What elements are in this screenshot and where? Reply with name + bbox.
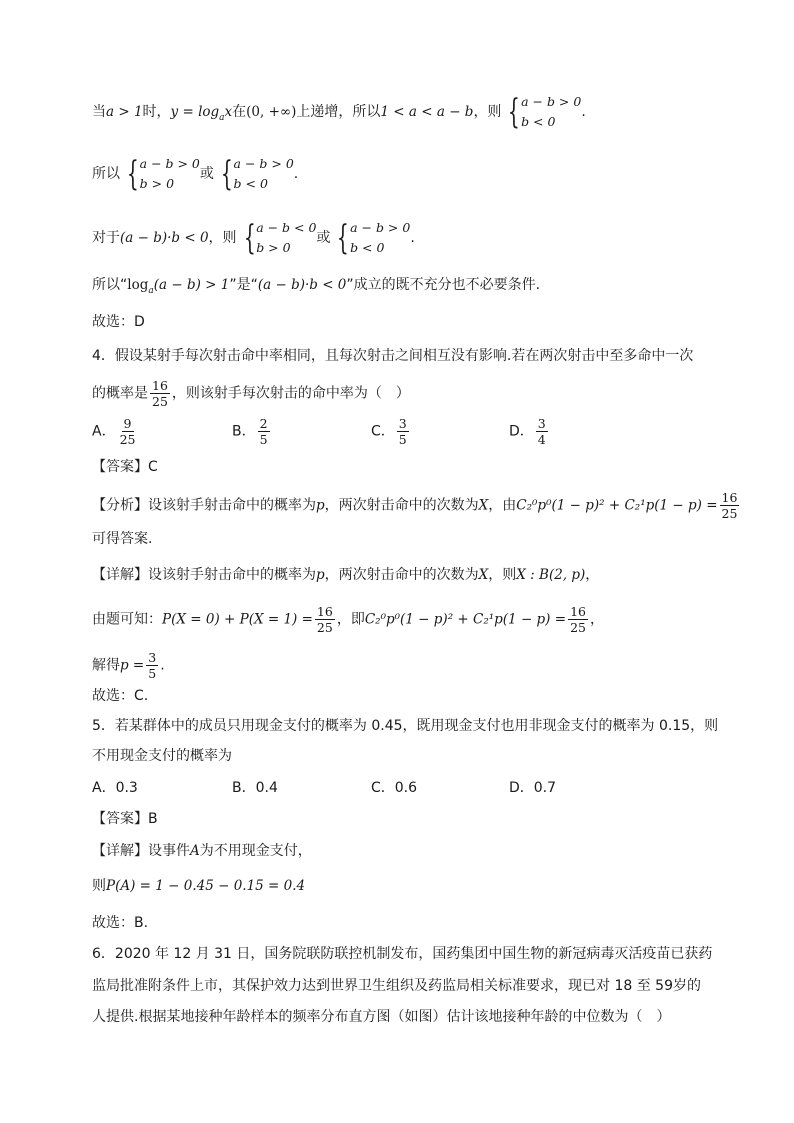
- option-a: A．0.3: [92, 780, 138, 796]
- question-6-text: 6．2020 年 12 月 31 日，国务院联防联控机制发布，国药集团中国生物的新冠病毒灭活疫苗已获药: [92, 946, 713, 962]
- question-4-analysis-cont: 可得答案.: [92, 531, 153, 547]
- question-4-choose: 故选：C.: [92, 688, 149, 704]
- question-6-text-cont: 监局批准附条件上市，其保护效力达到世界卫生组织及药监局相关标准要求，现已对 18 至 59岁的: [92, 978, 701, 994]
- question-5-choose: 故选：B.: [92, 915, 149, 931]
- question-5-detail: 【详解】设事件A为不用现金支付，: [92, 843, 312, 859]
- question-6-text-cont-2: 人提供.根据某地接种年龄样本的频率分布直方图（如图）估计该地接种年龄的中位数为（ ）: [92, 1009, 671, 1025]
- question-5-answer: 【答案】B: [92, 811, 158, 827]
- option-c: C． $\frac{3}{5}$: [371, 416, 407, 447]
- inequality-system: { a − b > 0 b > 0: [126, 154, 200, 194]
- question-4-answer: 【答案】C: [92, 459, 158, 475]
- inequality-system: { a − b > 0 b < 0: [508, 92, 582, 132]
- question-4-analysis: 【分析】设该射手射击命中的概率为p，两次射击命中的次数为X，由C₂⁰p⁰(1 − p)² + C₂¹p(1 − p) = $\frac{16}{25}$: [92, 490, 738, 521]
- inequality-system: { a − b < 0 b > 0: [243, 218, 317, 258]
- question-5-text-cont: 不用现金支付的概率为: [92, 748, 232, 764]
- option-b: B． $\frac{2}{5}$: [232, 416, 268, 447]
- question-5-text: 5．若某群体中的成员只用现金支付的概率为 0.45，既用现金支付也用非现金支付的概率为 0.15，则: [92, 718, 719, 734]
- option-b: B．0.4: [232, 780, 278, 796]
- question-4-text-cont: 的概率是 $\frac{16}{25}$ ，则该射手每次射击的命中率为（ ）: [92, 378, 410, 409]
- inequality-system: { a − b > 0 b < 0: [337, 218, 411, 258]
- text-line-increasing: 当a > 1时，$y = \log_ax$在(0, +∞)上递增，所以1 < a < a − b，则 { a − b > 0 b < 0 .: [92, 92, 586, 132]
- text-line-for: 对于(a − b)·b < 0，则 { a − b < 0 b > 0 或 { a − b > 0 b < 0 .: [92, 218, 415, 258]
- question-5-calc: 则P(A) = 1 − 0.45 − 0.15 = 0.4: [92, 878, 306, 894]
- question-4-text: 4．假设某射手每次射击命中率相同，且每次射击之间相互没有影响.若在两次射击中至多命中一次: [92, 348, 694, 364]
- question-4-detail-2: 由题可知：P(X = 0) + P(X = 1) = $\frac{16}{25}$ ，即C₂⁰p⁰(1 − p)² + C₂¹p(1 − p) = $\frac{16}{25}$ ，: [92, 604, 604, 635]
- text-line-conclusion: 所以“$\log_a(a - b) > 1$”是“(a − b)·b < 0”成立的既不充分也不必要条件.: [92, 277, 541, 296]
- option-c: C．0.6: [371, 780, 418, 796]
- text-line-so: 所以 { a − b > 0 b > 0 或 { a − b > 0 b < 0 .: [92, 154, 299, 194]
- option-d: D．0.7: [509, 780, 557, 796]
- option-a: A． $\frac{9}{25}$: [92, 416, 136, 447]
- inequality-system: { a − b > 0 b < 0: [220, 154, 294, 194]
- question-4-detail: 【详解】设该射手射击命中的概率为p，两次射击命中的次数为X，则X : B(2, p)，: [92, 567, 600, 583]
- answer-choice-line: 故选：D: [92, 314, 145, 330]
- option-d: D． $\frac{3}{4}$: [509, 416, 546, 447]
- question-4-solution: 解得p = $\frac{3}{5}$ .: [92, 650, 165, 681]
